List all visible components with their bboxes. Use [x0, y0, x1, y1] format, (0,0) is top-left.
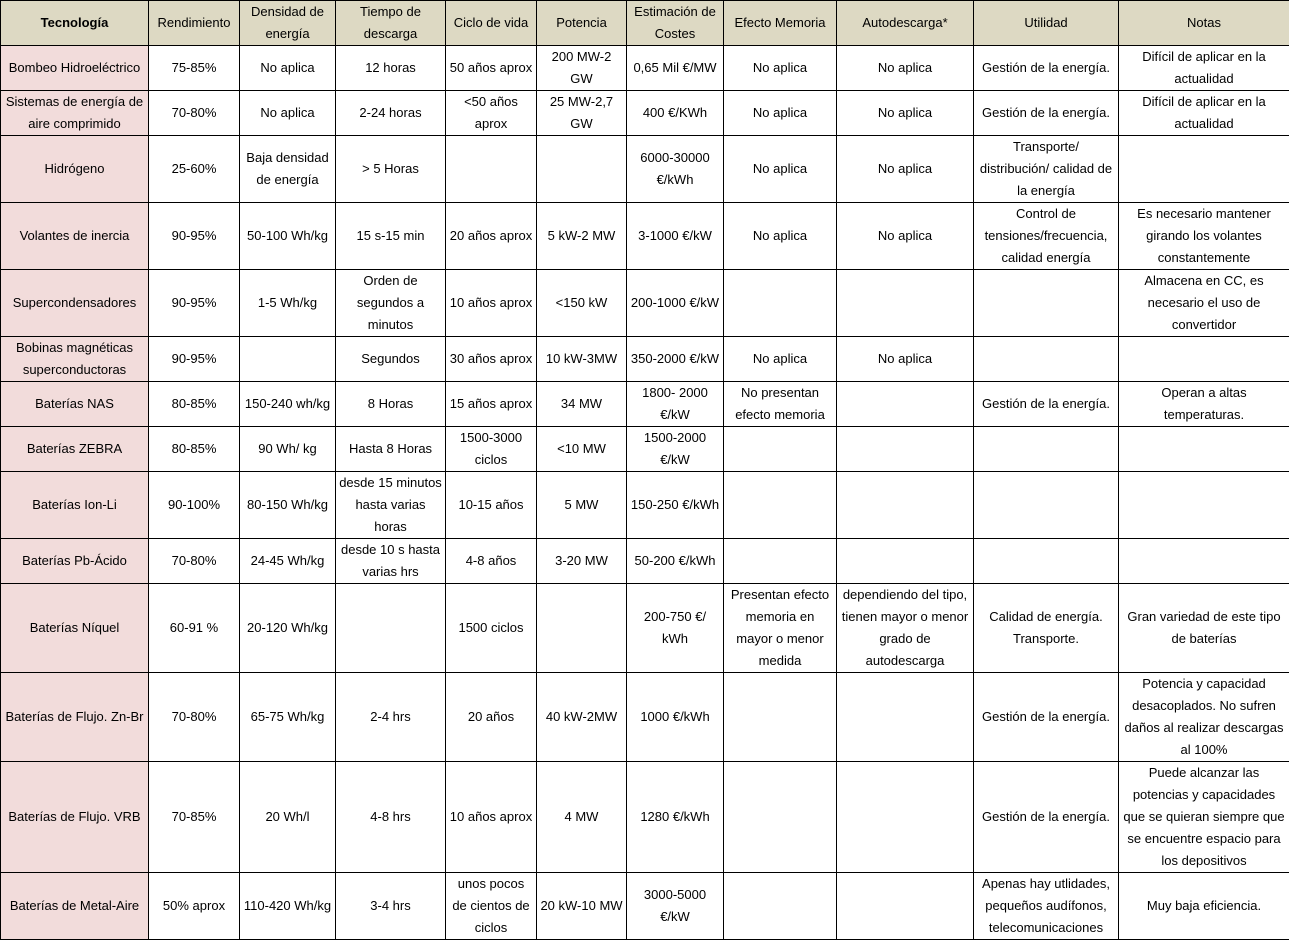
cell-notes — [1119, 427, 1289, 472]
cell-self-discharge — [837, 382, 974, 427]
cell-self-discharge — [837, 270, 974, 337]
cell-cost: 1000 €/kWh — [627, 673, 724, 762]
cell-energy-density: 90 Wh/ kg — [240, 427, 336, 472]
cell-cost: 350-2000 €/kW — [627, 337, 724, 382]
cell-utility: Calidad de energía. Transporte. — [974, 584, 1119, 673]
cell-cost: 200-1000 €/kW — [627, 270, 724, 337]
header-tiempo-descarga: Tiempo de descarga — [336, 1, 446, 46]
cell-memory-effect: No aplica — [724, 203, 837, 270]
cell-energy-density: No aplica — [240, 91, 336, 136]
cell-notes: Gran variedad de este tipo de baterías — [1119, 584, 1289, 673]
cell-efficiency: 80-85% — [149, 427, 240, 472]
cell-efficiency: 80-85% — [149, 382, 240, 427]
table-row — [1, 91, 1289, 136]
cell-life-cycle: 50 años aprox — [446, 46, 537, 91]
cell-utility — [974, 270, 1119, 337]
cell-cost: 6000-30000 €/kWh — [627, 136, 724, 203]
cell-energy-density: 50-100 Wh/kg — [240, 203, 336, 270]
cell-life-cycle: 20 años aprox — [446, 203, 537, 270]
table-row — [1, 427, 1289, 472]
cell-notes: Difícil de aplicar en la actualidad — [1119, 46, 1289, 91]
cell-technology: Supercondensadores — [1, 270, 149, 337]
cell-discharge-time: 8 Horas — [336, 382, 446, 427]
table-row — [1, 270, 1289, 337]
cell-notes — [1119, 337, 1289, 382]
cell-energy-density: 150-240 wh/kg — [240, 382, 336, 427]
cell-power: 3-20 MW — [537, 539, 627, 584]
cell-efficiency: 90-95% — [149, 203, 240, 270]
cell-power: 20 kW-10 MW — [537, 873, 627, 940]
cell-efficiency: 70-80% — [149, 673, 240, 762]
cell-notes: Operan a altas temperaturas. — [1119, 382, 1289, 427]
cell-notes — [1119, 539, 1289, 584]
table-row — [1, 382, 1289, 427]
cell-technology: Hidrógeno — [1, 136, 149, 203]
cell-cost: 1800- 2000 €/kW — [627, 382, 724, 427]
cell-self-discharge: dependiendo del tipo, tienen mayor o menor grado de autodescarga — [837, 584, 974, 673]
cell-memory-effect: No aplica — [724, 46, 837, 91]
cell-discharge-time: > 5 Horas — [336, 136, 446, 203]
table-row — [1, 46, 1289, 91]
cell-power: 40 kW-2MW — [537, 673, 627, 762]
header-densidad: Densidad de energía — [240, 1, 336, 46]
cell-utility: Gestión de la energía. — [974, 382, 1119, 427]
cell-technology: Baterías ZEBRA — [1, 427, 149, 472]
cell-energy-density: 110-420 Wh/kg — [240, 873, 336, 940]
table-row — [1, 673, 1289, 762]
cell-power: <150 kW — [537, 270, 627, 337]
cell-notes: Difícil de aplicar en la actualidad — [1119, 91, 1289, 136]
cell-utility: Gestión de la energía. — [974, 91, 1119, 136]
cell-technology: Baterías de Metal-Aire — [1, 873, 149, 940]
cell-life-cycle: 10 años aprox — [446, 762, 537, 873]
cell-technology: Baterías NAS — [1, 382, 149, 427]
cell-life-cycle: <50 años aprox — [446, 91, 537, 136]
cell-energy-density: 20-120 Wh/kg — [240, 584, 336, 673]
cell-discharge-time: 2-24 horas — [336, 91, 446, 136]
cell-technology: Baterías de Flujo. Zn-Br — [1, 673, 149, 762]
header-utilidad: Utilidad — [974, 1, 1119, 46]
table-row — [1, 136, 1289, 203]
cell-power: 25 MW-2,7 GW — [537, 91, 627, 136]
header-costes: Estimación de Costes — [627, 1, 724, 46]
cell-self-discharge — [837, 539, 974, 584]
cell-discharge-time: 4-8 hrs — [336, 762, 446, 873]
cell-power: <10 MW — [537, 427, 627, 472]
cell-self-discharge: No aplica — [837, 136, 974, 203]
table-row — [1, 873, 1289, 940]
cell-efficiency: 70-85% — [149, 762, 240, 873]
cell-technology: Sistemas de energía de aire comprimido — [1, 91, 149, 136]
cell-efficiency: 90-95% — [149, 337, 240, 382]
cell-discharge-time: desde 10 s hasta varias hrs — [336, 539, 446, 584]
table-row — [1, 539, 1289, 584]
cell-discharge-time: Orden de segundos a minutos — [336, 270, 446, 337]
cell-memory-effect — [724, 472, 837, 539]
cell-notes — [1119, 472, 1289, 539]
cell-self-discharge: No aplica — [837, 203, 974, 270]
cell-utility — [974, 539, 1119, 584]
cell-memory-effect: Presentan efecto memoria en mayor o menor medida — [724, 584, 837, 673]
cell-life-cycle: 30 años aprox — [446, 337, 537, 382]
cell-notes: Puede alcanzar las potencias y capacidades que se quieran siempre que se encuentre espacio para los depositivos — [1119, 762, 1289, 873]
header-efecto-memoria: Efecto Memoria — [724, 1, 837, 46]
cell-life-cycle: 4-8 años — [446, 539, 537, 584]
cell-life-cycle: unos pocos de cientos de ciclos — [446, 873, 537, 940]
cell-energy-density: 65-75 Wh/kg — [240, 673, 336, 762]
cell-discharge-time: 15 s-15 min — [336, 203, 446, 270]
cell-life-cycle: 10 años aprox — [446, 270, 537, 337]
cell-energy-density: 20 Wh/l — [240, 762, 336, 873]
cell-memory-effect — [724, 762, 837, 873]
cell-utility — [974, 337, 1119, 382]
cell-notes: Es necesario mantener girando los volantes constantemente — [1119, 203, 1289, 270]
cell-utility: Gestión de la energía. — [974, 762, 1119, 873]
cell-energy-density: 24-45 Wh/kg — [240, 539, 336, 584]
cell-memory-effect — [724, 270, 837, 337]
cell-memory-effect: No aplica — [724, 136, 837, 203]
cell-life-cycle: 20 años — [446, 673, 537, 762]
cell-discharge-time — [336, 584, 446, 673]
cell-power: 10 kW-3MW — [537, 337, 627, 382]
cell-energy-density: Baja densidad de energía — [240, 136, 336, 203]
cell-utility — [974, 472, 1119, 539]
cell-power: 5 kW-2 MW — [537, 203, 627, 270]
cell-discharge-time: desde 15 minutos hasta varias horas — [336, 472, 446, 539]
cell-notes: Muy baja eficiencia. — [1119, 873, 1289, 940]
table-row — [1, 762, 1289, 873]
cell-self-discharge — [837, 873, 974, 940]
cell-energy-density: 80-150 Wh/kg — [240, 472, 336, 539]
table-row — [1, 472, 1289, 539]
header-autodescarga: Autodescarga* — [837, 1, 974, 46]
cell-technology: Baterías de Flujo. VRB — [1, 762, 149, 873]
cell-self-discharge: No aplica — [837, 46, 974, 91]
cell-power: 34 MW — [537, 382, 627, 427]
header-potencia: Potencia — [537, 1, 627, 46]
cell-discharge-time: 2-4 hrs — [336, 673, 446, 762]
cell-cost: 50-200 €/kWh — [627, 539, 724, 584]
cell-self-discharge — [837, 673, 974, 762]
cell-memory-effect — [724, 873, 837, 940]
header-tecnologia: Tecnología — [1, 1, 149, 46]
cell-memory-effect: No aplica — [724, 337, 837, 382]
header-rendimiento: Rendimiento — [149, 1, 240, 46]
cell-self-discharge — [837, 762, 974, 873]
cell-technology: Volantes de inercia — [1, 203, 149, 270]
cell-notes: Almacena en CC, es necesario el uso de convertidor — [1119, 270, 1289, 337]
cell-energy-density: No aplica — [240, 46, 336, 91]
cell-power: 5 MW — [537, 472, 627, 539]
cell-efficiency: 90-100% — [149, 472, 240, 539]
cell-technology: Bobinas magnéticas superconductoras — [1, 337, 149, 382]
cell-notes — [1119, 136, 1289, 203]
cell-life-cycle: 1500-3000 ciclos — [446, 427, 537, 472]
cell-discharge-time: 3-4 hrs — [336, 873, 446, 940]
table-row — [1, 337, 1289, 382]
cell-cost: 0,65 Mil €/MW — [627, 46, 724, 91]
cell-self-discharge — [837, 472, 974, 539]
cell-self-discharge — [837, 427, 974, 472]
cell-discharge-time: 12 horas — [336, 46, 446, 91]
cell-technology: Baterías Ion-Li — [1, 472, 149, 539]
cell-power: 200 MW-2 GW — [537, 46, 627, 91]
header-ciclo-vida: Ciclo de vida — [446, 1, 537, 46]
cell-memory-effect: No aplica — [724, 91, 837, 136]
table-row — [1, 584, 1289, 673]
cell-utility: Gestión de la energía. — [974, 673, 1119, 762]
cell-power: 4 MW — [537, 762, 627, 873]
cell-efficiency: 75-85% — [149, 46, 240, 91]
cell-utility: Control de tensiones/frecuencia, calidad energía — [974, 203, 1119, 270]
cell-life-cycle: 1500 ciclos — [446, 584, 537, 673]
cell-energy-density: 1-5 Wh/kg — [240, 270, 336, 337]
cell-notes: Potencia y capacidad desacoplados. No sufren daños al realizar descargas al 100% — [1119, 673, 1289, 762]
cell-life-cycle: 10-15 años — [446, 472, 537, 539]
cell-efficiency: 70-80% — [149, 539, 240, 584]
cell-efficiency: 25-60% — [149, 136, 240, 203]
cell-memory-effect — [724, 673, 837, 762]
cell-technology: Baterías Pb-Ácido — [1, 539, 149, 584]
cell-cost: 3-1000 €/kW — [627, 203, 724, 270]
cell-self-discharge: No aplica — [837, 91, 974, 136]
cell-life-cycle: 15 años aprox — [446, 382, 537, 427]
cell-efficiency: 90-95% — [149, 270, 240, 337]
cell-efficiency: 70-80% — [149, 91, 240, 136]
table-row — [1, 203, 1289, 270]
cell-self-discharge: No aplica — [837, 337, 974, 382]
cell-memory-effect: No presentan efecto memoria — [724, 382, 837, 427]
cell-utility — [974, 427, 1119, 472]
cell-discharge-time: Hasta 8 Horas — [336, 427, 446, 472]
cell-cost: 150-250 €/kWh — [627, 472, 724, 539]
cell-technology: Baterías Níquel — [1, 584, 149, 673]
cell-utility: Gestión de la energía. — [974, 46, 1119, 91]
cell-memory-effect — [724, 427, 837, 472]
cell-cost: 1280 €/kWh — [627, 762, 724, 873]
cell-cost: 1500-2000 €/kW — [627, 427, 724, 472]
cell-technology: Bombeo Hidroeléctrico — [1, 46, 149, 91]
cell-cost: 400 €/KWh — [627, 91, 724, 136]
header-notas: Notas — [1119, 1, 1289, 46]
cell-utility: Apenas hay utlidades, pequeños audífonos, telecomunicaciones — [974, 873, 1119, 940]
cell-cost: 200-750 €/ kWh — [627, 584, 724, 673]
cell-power — [537, 584, 627, 673]
header-row — [1, 1, 1289, 46]
cell-energy-density — [240, 337, 336, 382]
cell-cost: 3000-5000 €/kW — [627, 873, 724, 940]
cell-memory-effect — [724, 539, 837, 584]
cell-power — [537, 136, 627, 203]
cell-efficiency: 50% aprox — [149, 873, 240, 940]
cell-utility: Transporte/ distribución/ calidad de la energía — [974, 136, 1119, 203]
cell-efficiency: 60-91 % — [149, 584, 240, 673]
cell-discharge-time: Segundos — [336, 337, 446, 382]
cell-life-cycle — [446, 136, 537, 203]
